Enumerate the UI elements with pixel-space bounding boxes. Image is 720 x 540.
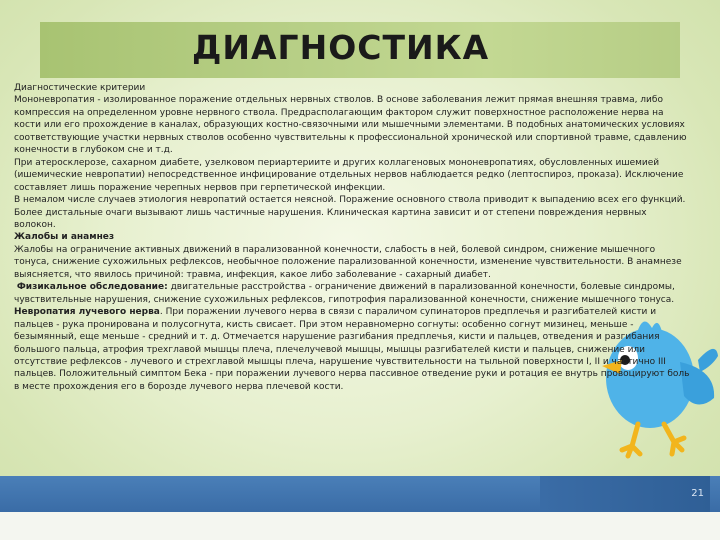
body-text (14, 82, 690, 393)
radial-label: Невропатия лучевого нерва (14, 307, 160, 318)
paragraph-ischemic: При атеросклерозе, сахарном диабете, узелковом периартериите и других коллагеновых мононевропатиях, обусловленных ишемией (ишемические невропатии) непосредственное инфицирование отдельных нервов наблюдается редко (лептоспироз, проказа). Исключение составляет лишь поражение черепных нервов при герпетической инфекции. (14, 157, 684, 193)
bottom-strip (0, 512, 720, 540)
exam-text: двигательные расстройства - ограничение движений в парализованной конечности, болевые синдромы, чувствительные нарушения, снижение сухожильных рефлексов, гипотрофия парализованной конечности, снижение мышечного тонуса. (14, 282, 675, 305)
paragraph-complaints-heading: Жалобы и анамнез (14, 232, 115, 243)
paragraph-mononeuropathy: Мононевропатия - изолированное поражение отдельных нервных стволов. В основе заболевания лежит прямая внешняя травма, либо компрессия на определенном уровне нервного ствола. Предрасполагающим фактором служит поверхностное расположение нерва на кости или его прохождение в каналах, образующих костно-связочными или мышечными элементами. В подобных анатомических условиях соответствующие участки нервных стволов особенно чувствительны к профессиональной хронической или спортивной травме, сдавлению конечности в глубоком сне и т.д. (14, 95, 687, 156)
radial-text: . При поражении лучевого нерва в связи с параличом супинаторов предплечья и разгибателей кисти и пальцев - рука пронирована и полусогнута, кисть свисает. При этом неравномерно согнуты: особенно согнут мизинец, меньше - безымянный, еще меньше - средний и т. д. Отмечается нарушение разгибания предплечья, кисти и пальцев, отведения и разгибания большого пальца, атрофия трехглавой мышцы плеча, плечелучевой мышцы, мышцы разгибателей кисти и пальцев, снижение или отсутствие рефлексов - лучевого и стрехглавой мышцы плеча, нарушение чувствительности на тыльной поверхности I, II и частично III пальцев. Положительный симптом Бека - при поражении лучевого нерва пассивное отведение руки и ротация ее внутрь провоцируют боль в месте прохождения его в борозде лучевого нерва плечевой кости. (14, 307, 690, 392)
exam-label: Физикальное обследование: (16, 282, 168, 293)
paragraph-exam (14, 281, 690, 306)
paragraph-radial (14, 306, 690, 393)
paragraph-complaints: Жалобы на ограничение активных движений в парализованной конечности, слабость в ней, болевой синдром, снижение мышечного тонуса, снижение сухожильных рефлексов, необычное положение парализованной конечности, изменение чувствительности. В анамнезе выясняется, что явилось причиной: травма, инфекция, какое либо заболевание - сахарный диабет. (14, 244, 682, 280)
paragraph-etiology: В немалом числе случаев этиология невропатий остается неясной. Поражение основного ствола приводит к выпадению всех его функций. Более дистальные очаги вызывают лишь частичные нарушения. Клиническая картина зависит и от степени повреждения нервных волокон. (14, 195, 686, 230)
slide-title: ДИАГНОСТИКА (192, 28, 490, 67)
footer-tab (540, 476, 710, 512)
page-number: 21 (691, 488, 704, 499)
paragraph-criteria-heading: Диагностические критерии (14, 83, 146, 93)
